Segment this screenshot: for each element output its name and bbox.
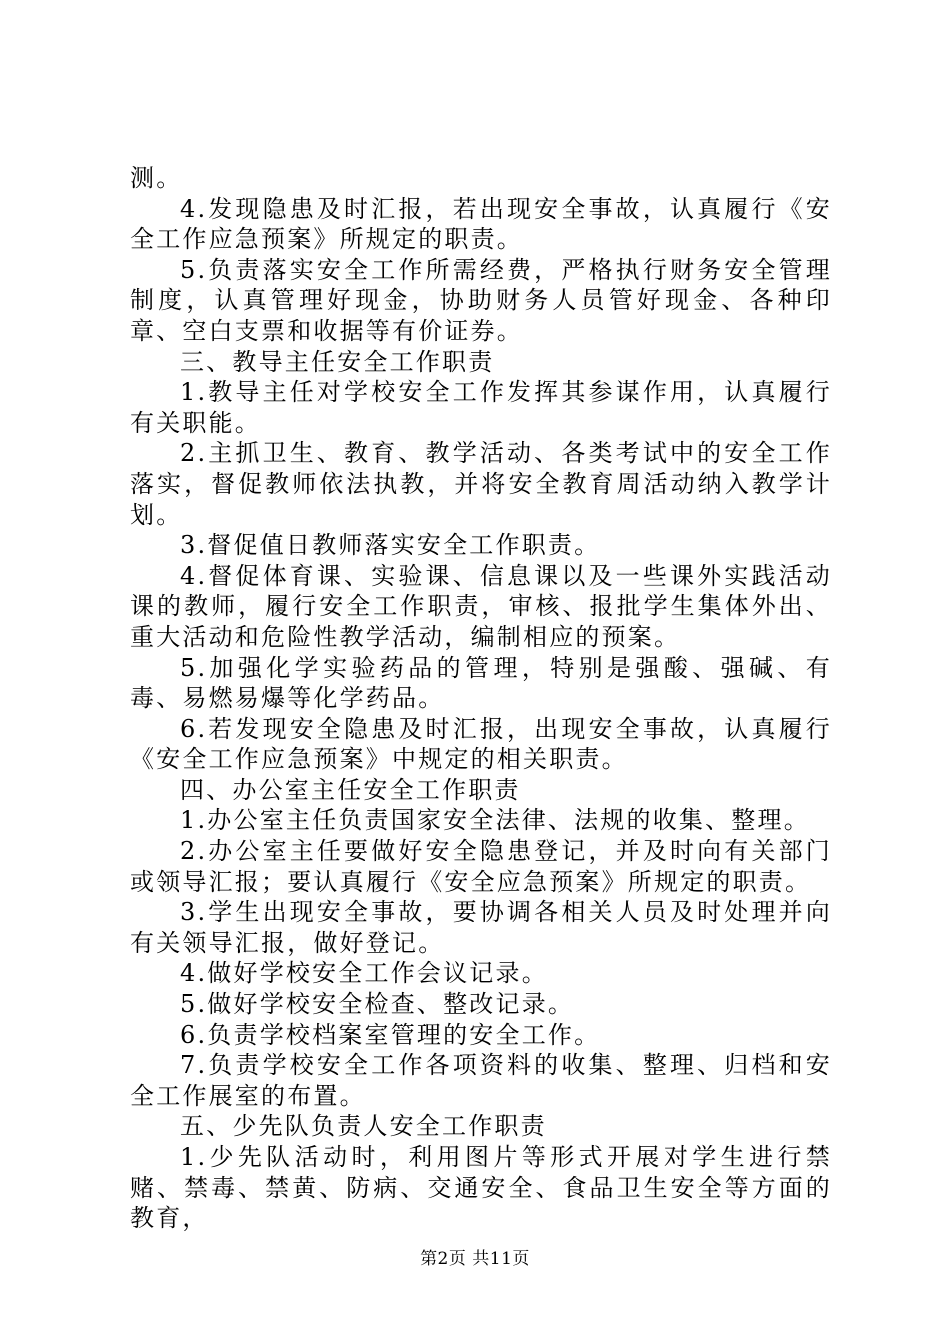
paragraph: 1.办公室主任负责国家安全法律、法规的收集、整理。 — [180, 806, 810, 835]
paragraph: 5.加强化学实验药品的管理，特别是强酸、强碱、有毒、易燃易爆等化学药品。 — [130, 653, 832, 713]
paragraph: 7.负责学校安全工作各项资料的收集、整理、归档和安全工作展室的布置。 — [130, 1051, 832, 1110]
page-number-footer: 第2页 共11页 — [420, 1249, 530, 1269]
paragraph: 3.督促值日教师落实安全工作职责。 — [180, 531, 601, 560]
section-heading: 三、教导主任安全工作职责 — [180, 347, 495, 376]
section-heading: 五、少先队负责人安全工作职责 — [180, 1112, 547, 1141]
paragraph: 6.若发现安全隐患及时汇报，出现安全事故，认真履行《安全工作应急预案》中规定的相关职责。 — [130, 714, 832, 774]
paragraph: 1.教导主任对学校安全工作发挥其参谋作用，认真履行有关职能。 — [130, 378, 832, 437]
paragraph: 4.做好学校安全工作会议记录。 — [180, 959, 548, 988]
document-body — [130, 163, 832, 1234]
paragraph: 2.办公室主任要做好安全隐患登记，并及时向有关部门或领导汇报；要认真履行《安全应急预案》所规定的职责。 — [130, 837, 832, 896]
paragraph: 6.负责学校档案室管理的安全工作。 — [180, 1020, 601, 1049]
section-heading: 四、办公室主任安全工作职责 — [180, 775, 521, 804]
paragraph: 4.督促体育课、实验课、信息课以及一些课外实践活动课的教师，履行安全工作职责，审核、报批学生集体外出、重大活动和危险性教学活动，编制相应的预案。 — [130, 561, 832, 651]
paragraph: 5.负责落实安全工作所需经费，严格执行财务安全管理制度，认真管理好现金，协助财务人员管好现金、各种印章、空白支票和收据等有价证券。 — [130, 255, 832, 345]
paragraph: 3.学生出现安全事故，要协调各相关人员及时处理并向有关领导汇报，做好登记。 — [130, 898, 832, 957]
paragraph: 2.主抓卫生、教育、教学活动、各类考试中的安全工作落实，督促教师依法执教，并将安全教育周活动纳入教学计划。 — [130, 439, 832, 529]
paragraph: 4.发现隐患及时汇报，若出现安全事故，认真履行《安全工作应急预案》所规定的职责。 — [130, 194, 832, 254]
paragraph: 测。 — [130, 164, 183, 192]
paragraph: 5.做好学校安全检查、整改记录。 — [180, 990, 575, 1019]
paragraph: 1.少先队活动时，利用图片等形式开展对学生进行禁赌、禁毒、禁黄、防病、交通安全、食品卫生安全等方面的教育， — [130, 1143, 832, 1233]
